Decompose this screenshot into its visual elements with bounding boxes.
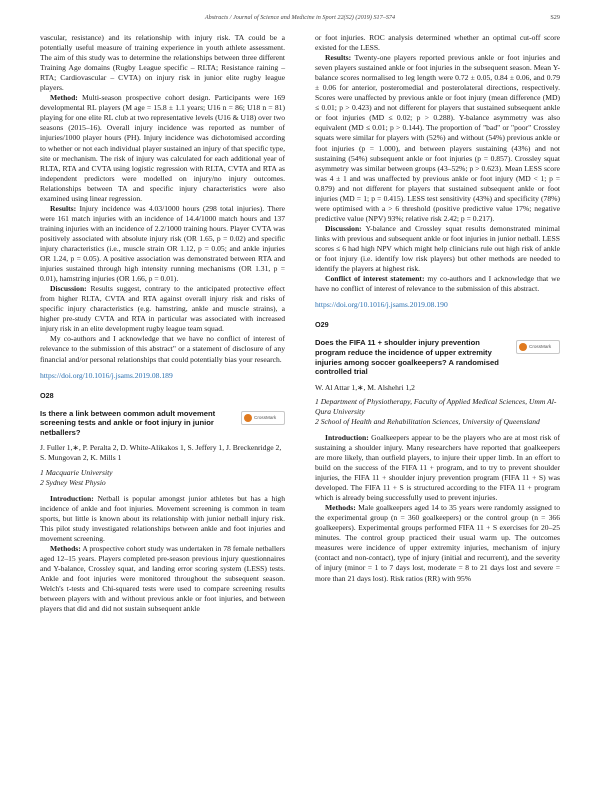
introduction-paragraph — [40, 494, 285, 544]
right-affiliations — [315, 397, 560, 427]
right-column — [315, 33, 560, 584]
right-crossmark-badge[interactable] — [516, 340, 560, 354]
results-text: Injury incidence was 4.03/1000 hours (298 total injuries). There were 161 match injuries with an incidence of 14.4/1000 match hours and 137 training injuries with an incidence of 2.2/1000 training hours. Player CVTA was positively associated with absolute injury risk (OR 1.65, p = 0.02) and specific injury characteristics (i.e., muscle strain OR 1.12, p = 0.05; and ankle injuries OR 1.24, p = 0.05). A positive association was demonstrated between RTA and injuries sustained through high intensity running mechanisms (OR 1.31, p = 0.01), hamstring injuries (OR 1.66, p = 0.01). — [40, 203, 286, 284]
right-continued: or foot injuries. ROC analysis determined whether an optimal cut-off score existed for the LESS. — [315, 33, 560, 53]
right-affiliation-1: 1 Department of Physiotherapy, Faculty of Applied Medical Sciences, Umm Al-Qura University — [315, 396, 557, 416]
crossmark-icon — [519, 343, 527, 351]
crossmark-badge[interactable] — [241, 411, 285, 425]
methods2-text: A prospective cohort study was undertaken in 78 female netballers aged 12–15 years. Players completed pre-season previous injury questionnaires and Y-balance, Crossley squat, and landing error scoring system (LESS) tests. Ankle and foot injuries were monitored throughout the subsequent season. Welch's t-tests and Chi-squared tests were used to compare screening results between players with and without previous ankle or foot injuries, and between players that did and did not sustain subsequent ankle — [40, 543, 285, 614]
acknowledgement: My co-authors and I acknowledge that we have no conflict of interest of relevance to the submission of this abstract" or a statement of disclosure of any financial and/or personal relationships that could potentially bias your research. — [40, 334, 285, 364]
left-column — [40, 33, 285, 614]
introduction-label: Introduction: — [50, 493, 94, 503]
right-results-paragraph — [315, 53, 560, 224]
right-affiliation-2: 2 School of Health and Rehabilitation Sciences, University of Queensland — [315, 416, 540, 426]
right-doi-link[interactable]: https://doi.org/10.1016/j.jsams.2019.08.190 — [315, 300, 448, 310]
introduction-text: Netball is popular amongst junior athletes but has a high incidence of ankle and foot injuries. Movement screening is common in team sports, but little is known about its relationship with junior netball injury risk. This pilot study investigated relationships between ankle and foot injuries and movement screening. — [40, 493, 285, 543]
discussion-label: Discussion: — [50, 284, 87, 294]
right-introduction-paragraph — [315, 433, 560, 503]
right-discussion-text: Y-balance and Crossley squat results demonstrated minimal links with previous and subsequent ankle or foot injuries in junior netball. LESS scores ≤ 6 had high NPV which might help clinicians rule out high risk of ankle or foot injury (i.e. identify low risk players) but other methods are needed to identify the players at highest risk. — [315, 223, 560, 274]
affiliation-1: 1 Macquarie University — [40, 467, 113, 477]
coi-label: Conflict of interest statement: — [325, 274, 425, 284]
affiliation-2: 2 Sydney West Physio — [40, 477, 106, 487]
right-article-title: Does the FIFA 11 + shoulder injury prevention program reduce the incidence of upper extremity injuries among soccer goalkeepers? A randomised controlled trial — [315, 338, 499, 377]
article-title-block — [40, 409, 285, 438]
crossmark-icon — [244, 414, 252, 422]
right-abstract-id: O29 — [315, 320, 329, 330]
coi-paragraph — [315, 274, 560, 294]
discussion-text: Results suggest, contrary to the anticipated protective effect from higher RLTA, CVTA and RTA against overall injury risk and risks of specific injury characteristics (e.g. hamstring, ankle and muscle strains), a higher pre-study CVTA and RTA in particular was associated with increased injury risk in an elite development rugby league team squad. — [40, 284, 285, 334]
results-label: Results: — [50, 203, 77, 213]
right-discussion-paragraph — [315, 224, 560, 274]
article-title: Is there a link between common adult movement screening tests and ankle or foot injury in junior netballers? — [40, 408, 216, 437]
right-results-text: Twenty-one players reported previous ankle or foot injuries and seven players sustained ankle or foot injuries in the subsequent season. Mean Y-balance scores normalised to leg length were 0.72 ± 0.05, 0.84 ± 0.06, and 0.79 ± 0.06 for anterior, posteromedial and posterolateral directions, respectively. Scores were unaffected by previous ankle or foot injury (mean difference (MD) ≤ 0.01; p > 0.423) and not different for players that sustained subsequent ankle or foot injuries (MD ≤ 0.02; p > 0.288). Y-balance asymmetry was also equivalent (MD ≤ 0.01; p > 0.144). The proportion of "bad" or "poor" Crossley squats were similar for players with (52%) and without (54%) previous ankle or foot injuries (p = 1.000), and between players sustaining (43%) and not sustaining (54%) subsequent ankle or foot injuries (p = 0.857). Crossley squat asymmetry was similar between groups (43–52%; p > 0.623). Mean LESS score was 4 ± 1 and was unaffected by previous ankle or foot injury (MD < 1; p = 0.879) and not different for players that sustained subsequent ankle or foot injuries (MD = 1; p = 0.415). LESS test sensitivity (43%) and specificity (78%) were optimised with a > 6 threshold (positive predictive value 17%; negative predictive value (NPV) 93%; relative risk 2.42; p = 0.217). — [315, 53, 560, 223]
page-number: S29 — [550, 14, 560, 21]
discussion-paragraph — [40, 284, 285, 334]
affiliations — [40, 468, 285, 488]
author-list: J. Fuller 1,∗, P. Peralta 2, D. White-Alikakos 1, S. Jeffery 1, J. Breckenridge 2, S. Mungovan 2, K. Mills 1 — [40, 443, 282, 463]
intro-continued: vascular, resistance) and its relationship with injury risk. TA could be a potentially useful measure of training experience in youth athlete assessment. The aim of this study was to determine the relationships between three different Training Age domains (Rugby League specific – RLTA; Resistance raining – RTA; Cardiovascular – CVTA) on injury risk in junior elite rugby league players. — [40, 33, 285, 93]
right-discussion-label: Discussion: — [325, 223, 362, 233]
coi-text: my co-authors and I acknowledge that we have no conflict of interest of relevance to the submission of this abstract. — [315, 274, 560, 294]
right-methods-paragraph — [315, 503, 560, 583]
right-article-title-block — [315, 338, 560, 376]
crossmark-label: CrossMark — [254, 414, 277, 420]
right-author-list: W. Al Attar 1,∗, M. Alshehri 1,2 — [315, 382, 415, 392]
running-header — [40, 14, 560, 26]
methods2-paragraph — [40, 544, 285, 614]
results-paragraph — [40, 204, 285, 284]
right-introduction-label: Introduction: — [325, 432, 369, 442]
methods-label: Method: — [50, 93, 78, 103]
methods-text: Multi-season prospective cohort design. Participants were 169 developmental RL players (M age = 15.8 ± 1.1 years; U16 n = 86; U18 n = 81) playing for one elite RL club at two representative levels (U16 & U18) over two seasons (2015–16). Overall injury incidence was reported as number of injuries/1000 player hours (PH). Injury incidence was dichotomised according to whether or not each individual player sustained an injury of that specific type, site or mechanism. The risk of injury was calculated for each additional year of RLTA, RTA and CVTA using logistic regression with RLTA, CVTA and RTA as independent predictors were modelled on injury/no injury outcomes. Relationships between TA and specific injury characteristics were also examined using linear regression. — [40, 93, 285, 203]
methods-paragraph — [40, 93, 285, 204]
methods2-label: Methods: — [50, 543, 81, 553]
right-methods-text: Male goalkeepers aged 14 to 35 years were randomly assigned to the experimental group (n = 360 goalkeepers) or the control group (n = 366 goalkeepers). Experimental groups performed FIFA 11 + S exercises for 20–25 minutes. The control group practiced their usual warm up. The outcomes measures were incidence of upper extremity injuries, mechanism of injury (contact and non-contact), type of injury (initial and recurrent), and the severity of injury (minor = 1 to 7 days lost, moderate = 8 to 21 days lost and severe = more than 21 days lost). Risk ratios (RR) with 95% — [315, 503, 561, 583]
right-methods-label: Methods: — [325, 503, 356, 513]
right-introduction-text: Goalkeepers appear to be the players who are at most risk of sustaining a shoulder injury. Many researchers have reported that goalkeepers are more likely, than outfield players, to injure their upper limb. In an effort to build on the success of the FIFA 11 + program, and to try to prevent shoulder injuries, the FIFA 11 + shoulder injury prevention program (FIFA 11 + S) was developed. The FIFA 11 + S is structured according to the FIFA 11 + program which is already being successfully used to prevent injuries. — [315, 432, 560, 503]
journal-title: Abstracts / Journal of Science and Medicine in Sport 22(S2) (2019) S17–S74 — [204, 14, 396, 21]
doi-link[interactable]: https://doi.org/10.1016/j.jsams.2019.08.189 — [40, 370, 173, 380]
right-results-label: Results: — [325, 53, 352, 63]
right-crossmark-label: CrossMark — [529, 344, 552, 350]
abstract-id: O28 — [40, 390, 54, 400]
